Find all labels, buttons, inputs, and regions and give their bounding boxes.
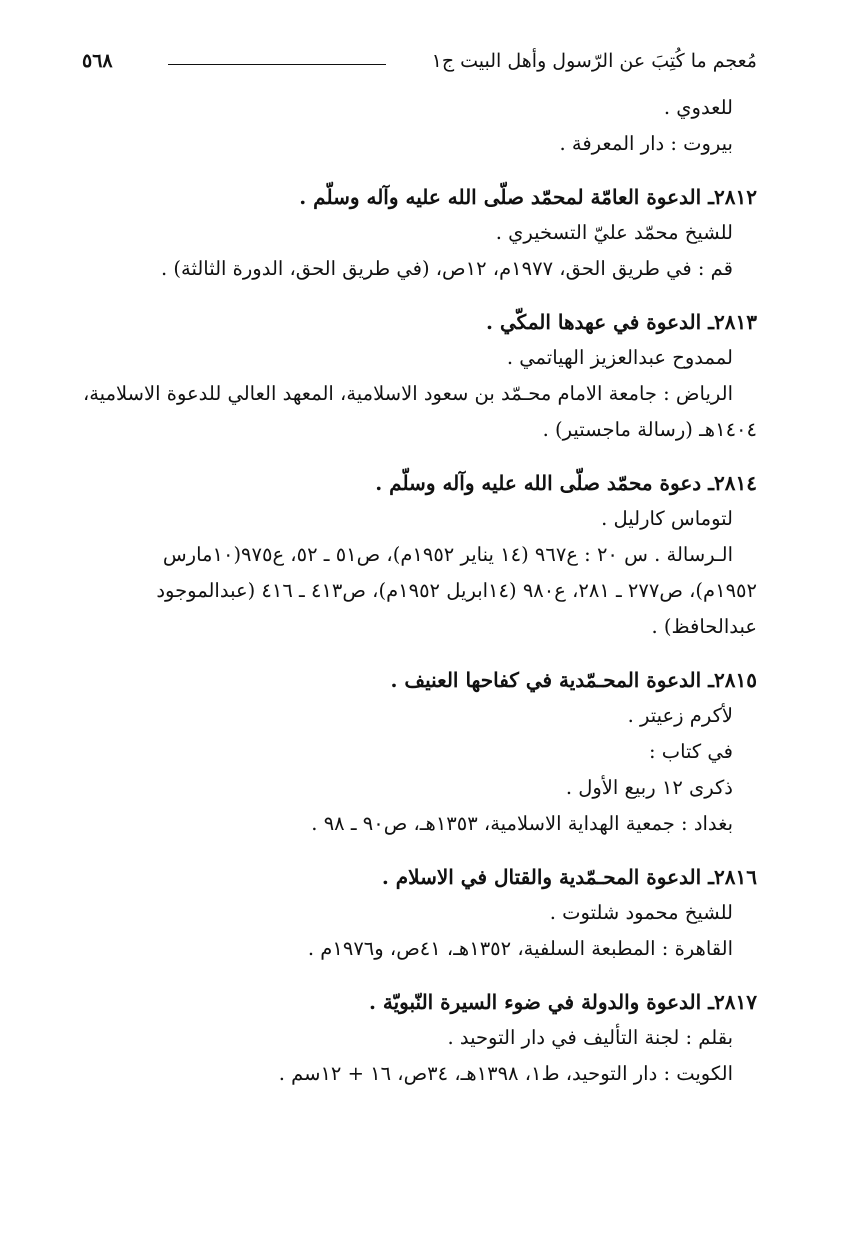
header-rule <box>168 64 386 65</box>
entry-2816 <box>78 859 757 967</box>
entry-2813 <box>78 304 757 448</box>
entry-publication: الرياض : جامعة الامام محـمّد بن سعود الاسلامية، المعهد العالي للدعوة الاسلامية، <box>82 382 733 405</box>
entry-book-title: ذكرى ١٢ ربيع الأول . <box>565 776 733 799</box>
entry-author: لتوماس كارليل . <box>601 507 733 530</box>
page-number: ٥٦٨ <box>82 50 113 72</box>
continued-entry <box>78 90 757 162</box>
entry-source-label: في كتاب : <box>648 740 733 763</box>
running-title: مُعجم ما كُتِبَ عن الرّسول وأهل البيت ج١ <box>431 50 757 72</box>
entry-author: لممدوح عبدالعزيز الهياتمي . <box>506 346 733 369</box>
entry-publication: القاهرة : المطبعة السلفية، ١٣٥٢هـ، ٤١ص، و١٩٧٦م . <box>307 937 733 960</box>
entry-title: ٢٨١٧ـ الدعوة والدولة في ضوء السيرة النّبويّة . <box>368 990 757 1014</box>
entry-title: ٢٨١٥ـ الدعوة المحـمّدية في كفاحها العنيف . <box>390 668 757 692</box>
page-content <box>78 90 757 1092</box>
entry-publication: قم : في طريق الحق، ١٩٧٧م، ١٢ص، (في طريق الحق، الدورة الثالثة) . <box>161 257 733 280</box>
entry-2814 <box>78 465 757 645</box>
entry-author: للشيخ محمود شلتوت . <box>549 901 733 924</box>
entry-title: ٢٨١٢ـ الدعوة العامّة لمحمّد صلّى الله عليه وآله وسلّم . <box>299 185 757 209</box>
entry-publication-continued: ١٤٠٤هـ (رسالة ماجستير) . <box>542 418 757 441</box>
entry-publication: الـرسالة . س ٢٠ : ع٩٦٧ (١٤ يناير ١٩٥٢م)، ص٥١ ـ ٥٢، ع٩٧٥(١٠مارس <box>162 543 733 566</box>
entry-title: ٢٨١٤ـ دعوة محمّد صلّى الله عليه وآله وسلّم . <box>375 471 757 495</box>
continued-publication: بيروت : دار المعرفة . <box>559 132 733 155</box>
entry-title: ٢٨١٣ـ الدعوة في عهدها المكّي . <box>486 310 757 334</box>
entry-2817 <box>78 984 757 1092</box>
entry-title: ٢٨١٦ـ الدعوة المحـمّدية والقتال في الاسلام . <box>381 865 757 889</box>
entry-author: لأكرم زعيتر . <box>627 704 733 727</box>
page-header <box>82 48 757 82</box>
entry-2815 <box>78 662 757 842</box>
entry-publication: بغداد : جمعية الهداية الاسلامية، ١٣٥٣هـ، ص٩٠ ـ ٩٨ . <box>311 812 733 835</box>
entry-author: بقلم : لجنة التأليف في دار التوحيد . <box>447 1026 733 1049</box>
continued-author: للعدوي . <box>663 96 733 119</box>
entry-publication-continued: عبدالحافظ) . <box>651 615 757 638</box>
entry-publication-continued: ١٩٥٢م)، ص٢٧٧ ـ ٢٨١، ع٩٨٠ (١٤ابريل ١٩٥٢م)، ص٤١٣ ـ ٤١٦ (عبدالموجود <box>156 579 757 602</box>
entry-publication: الكويت : دار التوحيد، ط١، ١٣٩٨هـ، ٣٤ص، ١٦ + ١٢سم . <box>278 1062 733 1085</box>
entry-author: للشيخ محمّد عليّ التسخيري . <box>495 221 733 244</box>
entry-2812 <box>78 179 757 287</box>
